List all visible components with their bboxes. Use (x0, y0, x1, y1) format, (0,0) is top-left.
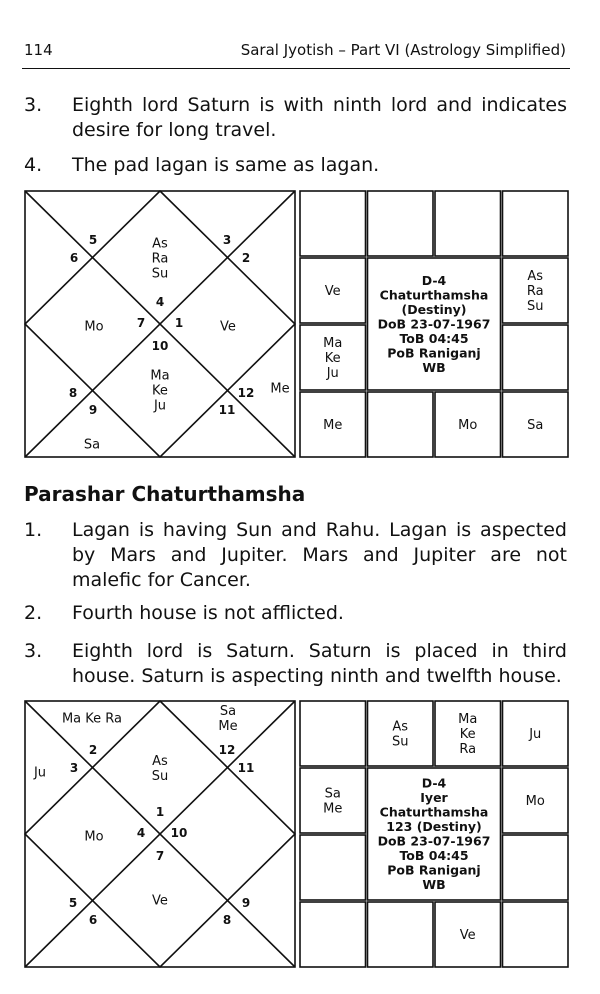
house-number: 4 (136, 826, 146, 841)
house-number: 3 (69, 761, 79, 776)
house-number: 12 (237, 386, 255, 401)
sign-cell-gemini (503, 191, 569, 256)
point-number: 1. (24, 519, 43, 541)
house-number: 12 (218, 743, 236, 758)
chart2-south-indian (299, 700, 569, 968)
house-number: 7 (136, 316, 146, 331)
sign-cancer-planets: As Ra Su (526, 269, 544, 315)
chart1-south-indian (299, 190, 569, 458)
sign-cell-scorpio (368, 392, 434, 457)
house-number: 7 (155, 849, 165, 864)
point-number: 4. (24, 154, 43, 176)
sign-taurus-planets: Ma Ke Ra (458, 712, 478, 758)
sign-cell-leo (503, 325, 569, 390)
house-number: 9 (88, 403, 98, 418)
house-number: 2 (88, 743, 98, 758)
house-number: 8 (222, 913, 232, 928)
section-point-2 (24, 601, 570, 626)
house-number: 11 (237, 761, 255, 776)
house-number: 10 (170, 826, 188, 841)
house-4-planets: Mo (84, 319, 104, 335)
sign-cell-taurus (435, 191, 501, 256)
sign-libra-planets: Mo (458, 418, 478, 434)
house-6-planets: Sa (83, 437, 101, 453)
sign-aquarius-planets: Sa Me (323, 786, 343, 817)
house-7-planets: Ve (152, 893, 168, 909)
house-number: 6 (69, 251, 79, 266)
house-number: 6 (88, 913, 98, 928)
intro-point-4 (24, 153, 570, 178)
sign-capricorn-planets: Ma Ke Ju (323, 336, 343, 382)
section-point-1 (24, 518, 570, 593)
chart-center-caption: D-4 Chaturthamsha (Destiny) DoB 23-07-1967 ToB 04:45 PoB Raniganj WB (377, 272, 491, 375)
sign-gemini-planets: Ju (529, 727, 542, 743)
house-3-planets: Ju (33, 765, 47, 781)
house-number: 8 (68, 386, 78, 401)
chart-center-caption: D-4 Iyer Chaturthamsha 123 (Destiny) DoB 23-07-1967 ToB 04:45 PoB Raniganj WB (377, 775, 491, 893)
sign-cell-pisces (300, 191, 366, 256)
house-1-planets: As Ra Su (151, 236, 169, 282)
point-text: Eighth lord is Saturn. Saturn is placed in third house. Saturn is aspecting ninth and twelfth house. (72, 640, 567, 687)
section-point-3 (24, 639, 570, 689)
point-text: Fourth house is not afflicted. (72, 602, 344, 624)
sign-cancer-planets: Mo (525, 794, 545, 810)
house-number: 10 (151, 339, 169, 354)
house-number: 1 (155, 805, 165, 820)
house-number: 5 (68, 896, 78, 911)
house-9-planets: Me (270, 381, 290, 397)
point-number: 3. (24, 640, 43, 662)
house-number: 5 (88, 233, 98, 248)
page-header (22, 38, 570, 69)
sign-cell-pisces (300, 701, 366, 766)
house-number: 2 (241, 251, 251, 266)
section-title: Parashar Chaturthamsha (24, 482, 306, 506)
running-title: Saral Jyotish – Part VI (Astrology Simplified) (240, 41, 566, 59)
house-number: 3 (222, 233, 232, 248)
sign-cell-leo (503, 835, 569, 900)
chart1-north-indian (24, 190, 296, 458)
sign-aries-planets: As Su (392, 719, 409, 750)
point-text: The pad lagan is same as lagan. (72, 154, 380, 176)
point-number: 3. (24, 94, 43, 116)
house-number: 9 (241, 896, 251, 911)
sign-cell-sagittarius (300, 902, 366, 967)
point-text: Lagan is having Sun and Rahu. Lagan is aspected by Mars and Jupiter. Mars and Jupiter are not malefic for Cancer. (72, 519, 567, 591)
sign-cell-capricorn (300, 835, 366, 900)
house-number: 1 (174, 316, 184, 331)
sign-cell-aries (368, 191, 434, 256)
house-2-planets: Ma Ke Ra (61, 711, 123, 727)
chart2-north-indian (24, 700, 296, 968)
page-number: 114 (24, 41, 53, 59)
sign-virgo-planets: Sa (527, 418, 544, 434)
intro-point-3 (24, 93, 570, 143)
house-7-planets: Ma Ke Ju (150, 368, 170, 414)
house-number: 11 (218, 403, 236, 418)
house-4-planets: Mo (84, 829, 104, 845)
sign-libra-planets: Ve (459, 928, 476, 944)
house-1-planets: As Su (151, 754, 169, 785)
house-10-planets: Ve (220, 319, 236, 335)
sign-cell-scorpio (368, 902, 434, 967)
point-number: 2. (24, 602, 43, 624)
sign-cell-virgo (503, 902, 569, 967)
sign-sagittarius-planets: Me (323, 418, 343, 434)
sign-aquarius-planets: Ve (324, 284, 341, 300)
point-text: Eighth lord Saturn is with ninth lord and indicates desire for long travel. (72, 94, 567, 141)
house-number: 4 (155, 295, 165, 310)
house-12-planets: Sa Me (218, 704, 238, 735)
